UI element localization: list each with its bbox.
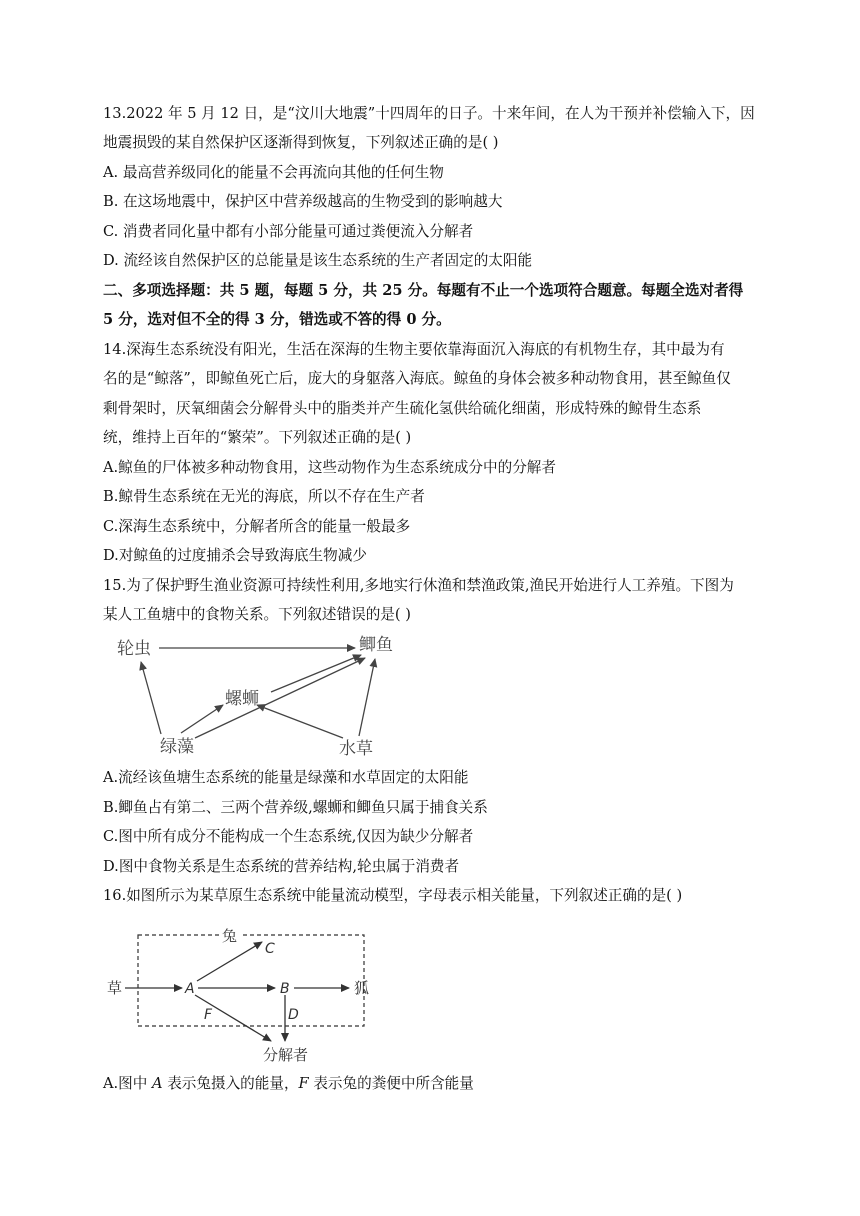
q16-option-a-var-f: F <box>298 1075 309 1092</box>
decomposer-label: 分解者 <box>263 1046 309 1064</box>
q14-stem-line3: 剩骨架时，厌氧细菌会分解骨头中的脂类并产生硫化氢供给硫化细菌，形成特殊的鲸骨生态系 <box>103 400 702 417</box>
crucian-label: 鲫鱼 <box>359 635 393 655</box>
q15-option-c: C.图中所有成分不能构成一个生态系统,仅因为缺少分解者 <box>103 828 474 845</box>
q15-option-d: D.图中食物关系是生态系统的营养结构,轮虫属于消费者 <box>103 858 460 875</box>
arrow-waterweed-to-crucian <box>359 659 375 736</box>
food-web-diagram <box>103 628 403 758</box>
fox-label: 狐 <box>354 979 370 997</box>
q16-option-a <box>103 1074 474 1094</box>
snail-label: 螺蛳 <box>225 689 259 709</box>
q16-option-a-var-a: A <box>152 1075 163 1092</box>
q14-option-b: B.鲸骨生态系统在无光的海底，所以不存在生产者 <box>103 488 425 505</box>
q14-option-c: C.深海生态系统中，分解者所含的能量一般最多 <box>103 518 411 535</box>
energy-f-label: F <box>204 1007 213 1023</box>
arrow-waterweed-to-snail <box>257 705 343 738</box>
arrow-algae-to-rotifer <box>141 662 161 734</box>
algae-label: 绿藻 <box>160 737 194 757</box>
q14-option-d: D.对鲸鱼的过度捕杀会导致海底生物减少 <box>103 547 367 564</box>
grass-label: 草 <box>107 979 123 997</box>
arrow-a-to-c <box>197 942 262 981</box>
section2-header-line1: 二、多项选择题：共 5 题，每题 5 分，共 25 分。每题有不止一个选项符合题意。每题全选对者得 <box>103 282 744 299</box>
q14-stem-line1: 14.深海生态系统没有阳光，生活在深海的生物主要依靠海面沉入海底的有机物生存，其中最为有 <box>103 341 725 358</box>
energy-c-label: C <box>265 941 275 957</box>
rotifer-label: 轮虫 <box>117 639 151 659</box>
q16-option-a-prefix: A.图中 <box>103 1075 153 1092</box>
q13-stem-line2: 地震损毁的某自然保护区逐渐得到恢复，下列叙述正确的是( ) <box>103 134 499 151</box>
q13-option-a: A. 最高营养级同化的能量不会再流向其他的任何生物 <box>103 164 444 181</box>
q16-option-a-suffix: 表示兔的粪便中所含能量 <box>308 1075 474 1092</box>
energy-flow-diagram <box>103 911 393 1071</box>
energy-b-label: B <box>280 981 290 997</box>
q14-option-a: A.鲸鱼的尸体被多种动物食用，这些动物作为生态系统成分中的分解者 <box>103 459 556 476</box>
energy-a-label: A <box>185 981 195 997</box>
q15-option-a: A.流经该鱼塘生态系统的能量是绿藻和水草固定的太阳能 <box>103 769 469 786</box>
arrow-algae-to-crucian <box>195 658 365 738</box>
q15-option-b: B.鲫鱼占有第二、三两个营养级,螺蛳和鲫鱼只属于捕食关系 <box>103 799 488 816</box>
arrow-algae-to-snail <box>181 705 223 733</box>
arrow-snail-to-crucian <box>271 655 361 692</box>
q13-option-b: B. 在这场地震中，保护区中营养级越高的生物受到的影响越大 <box>103 193 503 210</box>
energy-d-label: D <box>288 1007 299 1023</box>
q13-stem-line1: 13.2022 年 5 月 12 日，是“汶川大地震”十四周年的日子。十来年间，在人为干预并补偿输入下，因 <box>103 105 755 122</box>
q16-option-a-middle: 表示兔摄入的能量， <box>162 1075 299 1092</box>
rabbit-label: 兔 <box>222 927 238 945</box>
q14-stem-line4: 统，维持上百年的“繁荣”。下列叙述正确的是( ) <box>103 429 412 446</box>
q16-stem-line1: 16.如图所示为某草原生态系统中能量流动模型，字母表示相关能量，下列叙述正确的是( ) <box>103 887 683 904</box>
q13-option-c: C. 消费者同化量中都有小部分能量可通过粪便流入分解者 <box>103 223 474 240</box>
q15-stem-line1: 15.为了保护野生渔业资源可持续性利用,多地实行休渔和禁渔政策,渔民开始进行人工养殖。下图为 <box>103 577 734 594</box>
q14-stem-line2: 名的是“鲸落”，即鲸鱼死亡后，庞大的身躯落入海底。鲸鱼的身体会被多种动物食用，甚至鲸鱼仅 <box>103 370 731 387</box>
q13-option-d: D. 流经该自然保护区的总能量是该生态系统的生产者固定的太阳能 <box>103 252 533 269</box>
waterweed-label: 水草 <box>339 739 373 758</box>
section2-header-line2: 5 分，选对但不全的得 3 分，错选或不答的得 0 分。 <box>103 311 451 328</box>
q15-stem-line2: 某人工鱼塘中的食物关系。下列叙述错误的是( ) <box>103 606 411 623</box>
